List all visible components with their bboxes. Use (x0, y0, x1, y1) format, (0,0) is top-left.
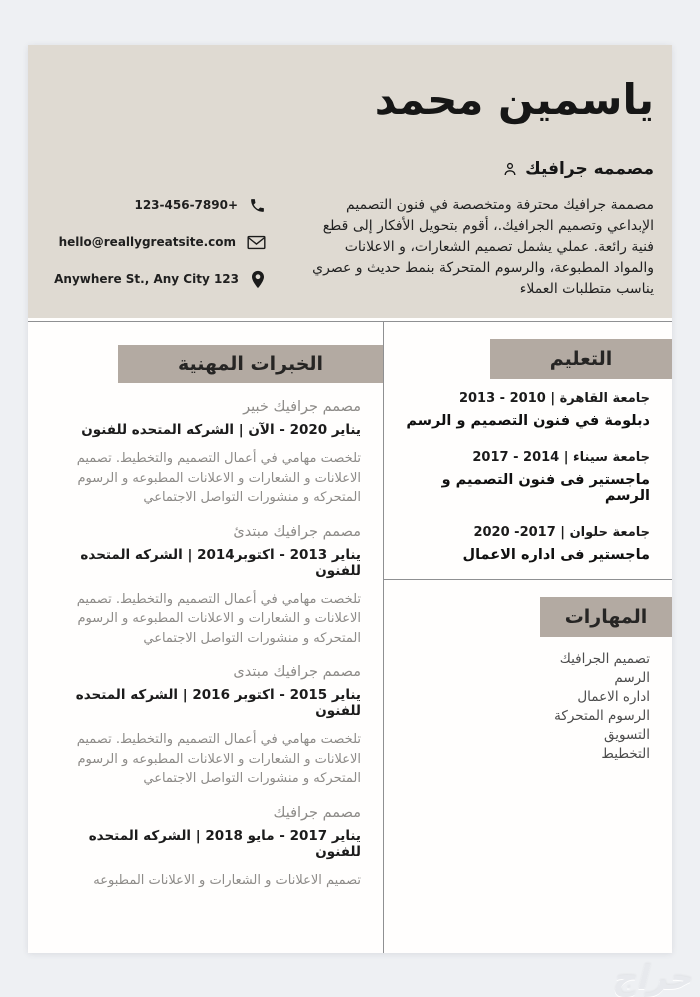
skill-item: التسويق (604, 727, 650, 743)
skills-heading: المهارات (540, 597, 672, 637)
experience-list (28, 399, 383, 890)
education-section (384, 322, 672, 580)
skill-item: تصميم الجرافيك (559, 651, 650, 667)
job-entry-dates-company: يناير 2020 - الآن | الشركه المتحده للفنون (81, 422, 361, 438)
job-entry-title: مصمم جرافيك خبير (243, 399, 361, 415)
job-entry-title: مصمم جرافيك (273, 804, 361, 821)
phone-icon (249, 197, 266, 214)
job-entry-description: تصميم الاعلانات و الشعارات و الاعلانات المطبوعه (93, 872, 361, 888)
contact-block (54, 195, 266, 306)
skills-section (384, 580, 672, 764)
person-outline-icon (502, 161, 518, 177)
education-heading: التعليم (490, 339, 672, 379)
contact-phone-row (66, 195, 266, 215)
envelope-icon (247, 235, 266, 250)
job-entry-title: مصمم جرافيك مبتدى (233, 664, 361, 680)
job-entry-description: تلخصت مهامي في أعمال التصميم والتخطيط. تصميم الاعلانات و الشعارات و الاعلانات المطبوعه و الرسوم المتحركه و منشورات التواصل الاجتماعي (76, 451, 361, 505)
job-entry (58, 664, 361, 789)
email-address: hello@reallygreatsite.com (58, 235, 236, 249)
job-entry-dates-company: يناير 2015 - اكتوبر 2016 | الشركه المتحده للفنون (75, 687, 361, 719)
cv-header (28, 45, 672, 318)
education-degree: ماجستير فى اداره الاعمال (462, 547, 650, 563)
phone-number: 123-456-7890+ (134, 198, 238, 212)
experience-section (28, 322, 383, 953)
contact-address-row (54, 269, 266, 289)
cv-page (28, 45, 672, 953)
education-school-dates: جامعة حلوان | 2017- 2020 (473, 525, 650, 540)
skill-item: الرسم (614, 670, 650, 686)
job-entry-description: تلخصت مهامي في أعمال التصميم والتخطيط. تصميم الاعلانات و الشعارات و الاعلانات المطبوعه و الرسوم المتحركه و منشورات التواصل الاجتماعي (76, 732, 361, 786)
education-entry (406, 525, 650, 563)
job-entry (58, 524, 361, 649)
skill-item: اداره الاعمال (577, 689, 650, 705)
skills-list (384, 650, 672, 764)
person-name: ياسمين محمد (374, 75, 654, 124)
job-entry (58, 399, 361, 508)
skill-item: الرسوم المتحركة (554, 708, 650, 724)
profile-summary: مصممة جرافيك محترفة ومتخصصة في فنون التصميم الإبداعي وتصميم الجرافيك.، أقوم بتحويل الأفكار إلى قطع فنية رائعة. عملي يشمل تصميم الشعارات، و الاعلانات والمواد المطبوعة، والرسوم المتحركة بنمط حديث و عصري يناسب متطلبات العملاء (312, 197, 654, 297)
job-entry-title: مصمم جرافيك مبتدئ (233, 523, 361, 540)
education-school-dates: جامعة القاهرة | 2010 - 2013 (458, 391, 650, 406)
education-school-dates: جامعة سيناء | 2014 - 2017 (472, 450, 650, 465)
job-title-label: مصممه جرافيك (525, 159, 654, 179)
education-list (384, 391, 672, 563)
education-degree: ماجستير فى فنون التصميم و الرسم (441, 472, 650, 504)
location-pin-icon (250, 270, 266, 289)
job-entry-dates-company: يناير 2013 - اكتوبر2014 | الشركه المتحده للفنون (80, 546, 361, 579)
right-column (383, 322, 672, 953)
education-entry (406, 391, 650, 429)
haraj-watermark: حراج (609, 958, 699, 997)
job-entry-dates-company: يناير 2017 - مايو 2018 | الشركه المتحده للفنون (88, 827, 361, 860)
skill-item: التخطيط (601, 746, 650, 762)
education-degree: دبلومة في فنون التصميم و الرسم (406, 413, 650, 429)
job-title-row (502, 159, 654, 179)
cv-body (28, 322, 672, 953)
education-entry (406, 450, 650, 504)
experience-heading: الخبرات المهنية (118, 345, 383, 383)
street-address: Anywhere St., Any City 123 (54, 272, 239, 286)
job-entry (58, 805, 361, 891)
contact-email-row (58, 232, 266, 252)
job-entry-description: تلخصت مهامي في أعمال التصميم والتخطيط. تصميم الاعلانات و الشعارات و الاعلانات المطبوعه و الرسوم المتحركه و منشورات التواصل الاجتماعي (76, 591, 361, 646)
